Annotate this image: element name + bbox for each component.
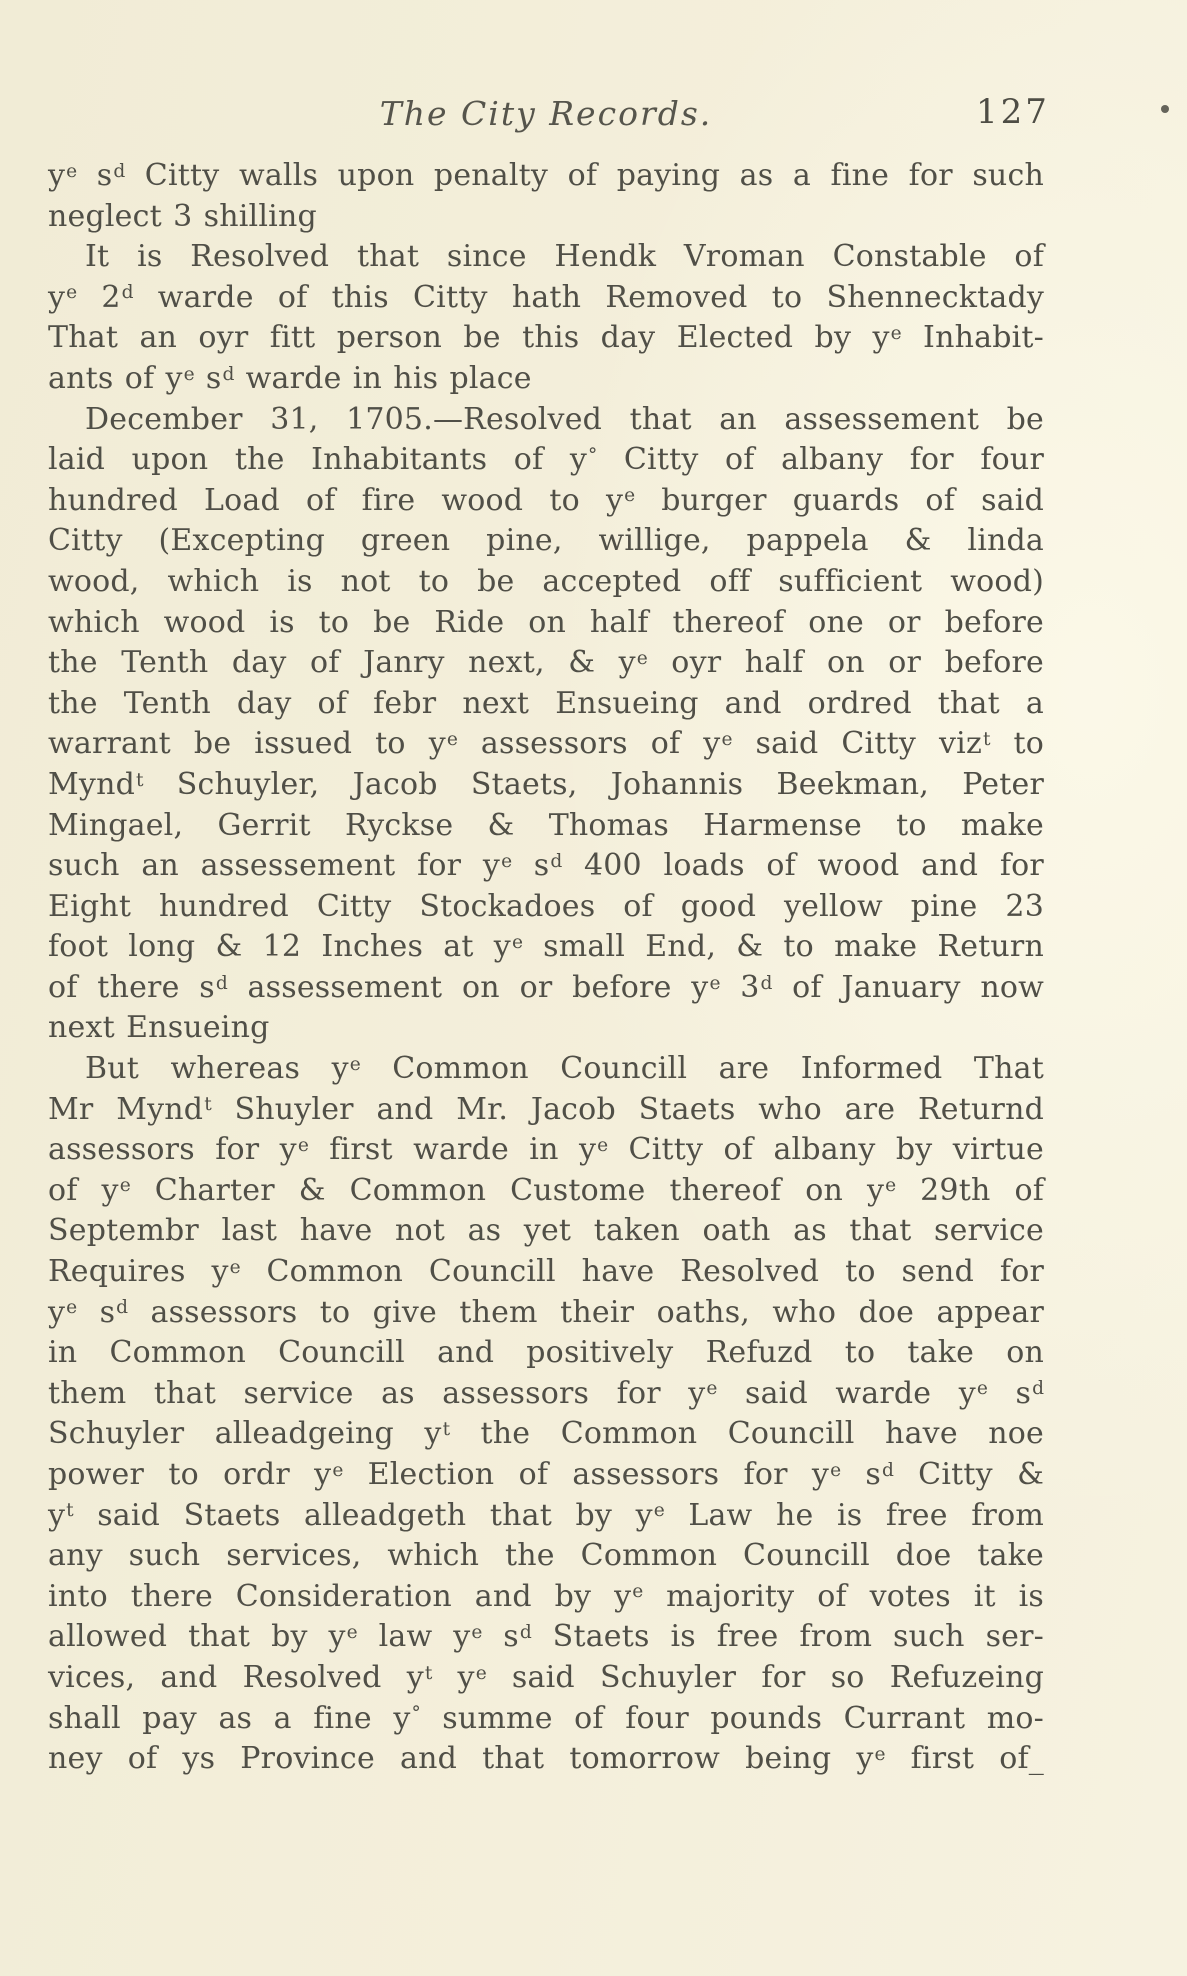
text-line: It is Resolved that since Hendk Vroman Constable of [85,239,1044,275]
text-line: warrant be issued to $y^e$ assessors of $y^e$ said Citty viz$^t$ to [48,726,1044,762]
text-line: Septembr last have not as yet taken oath as that service [48,1213,1044,1249]
body-text [48,156,1044,1780]
text-line: them that service as assessors for $y^e$ said warde $y^e$ $s^d$ [48,1375,1044,1411]
text-line: Requires $y^e$ Common Councill have Resolved to send for [48,1254,1044,1290]
text-line: in Common Councill and positively Refuzd to take on [48,1335,1044,1371]
text-line: power to ordr $y^e$ Election of assessors for $y^e$ $s^d$ Citty & [48,1457,1044,1492]
text-line: $y^e$ 2$^d$ warde of this Citty hath Removed to Shennecktady [48,279,1044,315]
text-line: $y^e$ $s^d$ assessors to give them their oaths, who doe appear [48,1294,1044,1330]
ink-dot [1161,105,1169,113]
text-line: ney of ys Province and that tomorrow being $y^e$ first of_ [48,1741,1044,1777]
text-line: $y^e$ $s^d$ Citty walls upon penalty of paying as a fine for such [48,158,1044,193]
text-line: assessors for $y^e$ first warde in $y^e$ Citty of albany by virtue [48,1132,1045,1168]
text-line: wood, which is not to be accepted off sufficient wood) [48,563,1044,599]
text-line: hundred Load of fire wood to $y^e$ burger guards of said [48,482,1044,518]
text-line: December 31, 1705.—Resolved that an assessement be [85,401,1044,437]
text-line: laid upon the Inhabitants of y° Citty of albany for four [48,442,1044,478]
text-line: That an oyr fitt person be this day Elected by $y^e$ Inhabit- [48,320,1044,356]
text-line: next Ensueing [48,1010,270,1046]
text-line: the Tenth day of febr next Ensueing and ordred that a [48,685,1044,721]
text-line: into there Consideration and by $y^e$ majority of votes it is [48,1578,1044,1614]
text-line: of there $s^d$ assessement on or before $y^e$ 3$^d$ of January now [48,969,1045,1005]
running-title: The City Records. [379,94,713,133]
text-line: $y^t$ said Staets alleadgeth that by $y^e$ Law he is free from [48,1497,1044,1533]
page-number: 127 [976,92,1050,132]
text-line: But whereas $y^e$ Common Councill are Informed That [85,1051,1044,1087]
text-line: allowed that by $y^e$ law $y^e$ $s^d$ Staets is free from such ser- [48,1619,1044,1655]
text-line: of $y^e$ Charter & Common Custome thereof on $y^e$ 29th of [48,1172,1045,1208]
text-line: ants of $y^e$ $s^d$ warde in his place [48,360,532,396]
text-line: Mr Mynd$^t$ Shuyler and Mr. Jacob Staets who are Returnd [48,1091,1045,1127]
text-line: neglect 3 shilling [48,198,317,234]
text-line: Eight hundred Citty Stockadoes of good yellow pine 23 [48,888,1044,924]
text-line: which wood is to be Ride on half thereof one or before [48,604,1044,640]
text-line: Mynd$^t$ Schuyler, Jacob Staets, Johannis Beekman, Peter [48,766,1044,802]
text-line: any such services, which the Common Councill doe take [48,1538,1044,1574]
text-line: foot long & 12 Inches at $y^e$ small End, & to make Return [48,929,1044,965]
text-line: such an assessement for $y^e$ $s^d$ 400 loads of wood and for [48,848,1044,884]
text-line: Citty (Excepting green pine, willige, pappela & linda [48,523,1044,559]
text-line: Schuyler alleadgeing $y^t$ the Common Councill have noe [48,1416,1044,1452]
text-line: shall pay as a fine y° summe of four pounds Currant mo- [48,1700,1044,1736]
text-line: vices, and Resolved $y^t$ $y^e$ said Schuyler for so Refuzeing [48,1659,1044,1695]
text-line: Mingael, Gerrit Ryckse & Thomas Harmense to make [48,807,1044,843]
text-line: the Tenth day of Janry next, & $y^e$ oyr half on or before [48,645,1044,681]
